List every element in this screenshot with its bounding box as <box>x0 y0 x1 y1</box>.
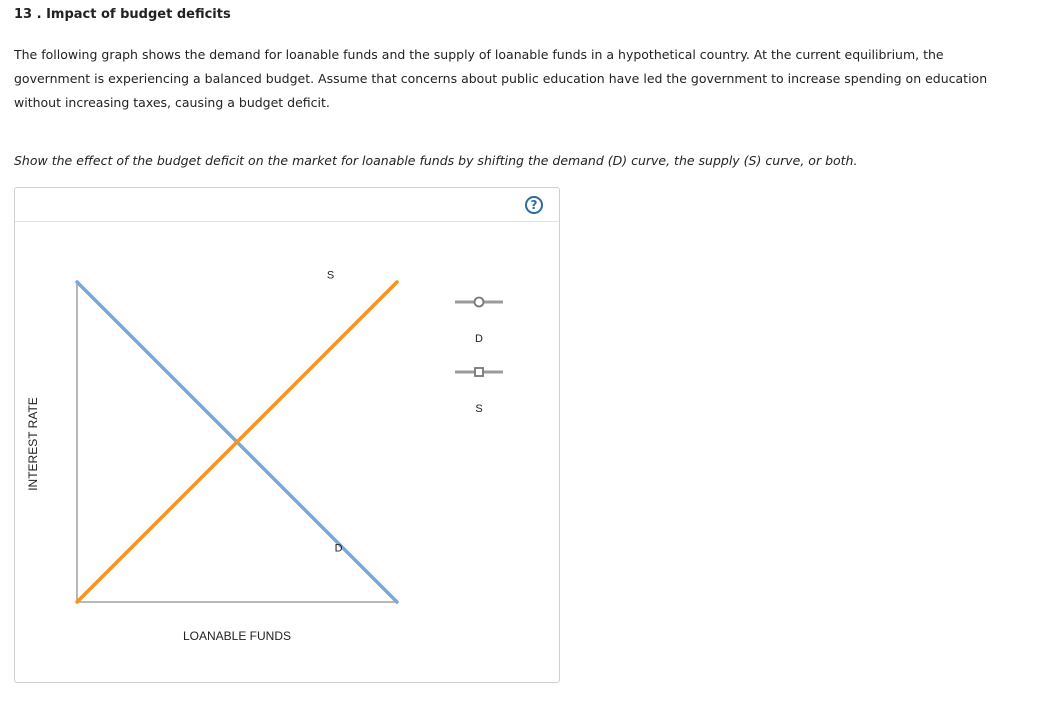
y-axis-label: INTEREST RATE <box>26 397 40 491</box>
x-axis-label: LOANABLE FUNDS <box>182 629 292 643</box>
loanable-funds-graph <box>15 188 559 682</box>
help-icon[interactable]: ? <box>525 196 543 214</box>
palette-demand-label: D <box>475 333 483 345</box>
palette-supply-square-icon[interactable] <box>475 368 483 376</box>
question-body: The following graph shows the demand for loanable funds and the supply of loanable funds in a hypothetical country. At the current equilibrium, the government is experiencing a balanced budget. Assume that concerns about public education have led the government to increase spending on education without increasing taxes, causing a budget deficit. <box>14 47 988 110</box>
question-instruction: Show the effect of the budget deficit on the market for loanable funds by shifting the demand (D) curve, the supply (S) curve, or both. <box>14 153 858 168</box>
supply-curve-label: S <box>326 269 335 282</box>
question-title: 13 . Impact of budget deficits <box>14 7 231 22</box>
palette-tool-demand[interactable] <box>455 298 503 346</box>
palette-supply-label: S <box>475 403 483 415</box>
graph-panel <box>14 187 560 683</box>
palette-demand-circle-icon[interactable] <box>475 298 484 307</box>
demand-curve-label: D <box>334 542 343 555</box>
palette-tool-supply[interactable] <box>455 368 503 415</box>
